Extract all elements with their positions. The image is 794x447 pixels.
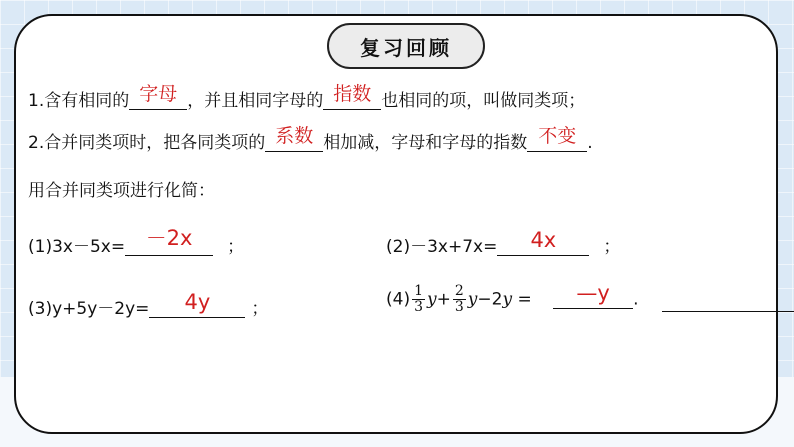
problem-3-expr: y+5y－2y=: [52, 299, 150, 319]
definition-line-1: [28, 83, 586, 111]
blank-3: [265, 125, 323, 152]
problem-4-label: (4): [386, 289, 411, 310]
problem-3: [28, 290, 269, 319]
problem-3-answer: 4y: [184, 290, 211, 314]
answer-3: 系数: [275, 125, 314, 147]
answer-2: 指数: [333, 83, 372, 105]
problem-2-label: (2): [386, 237, 411, 257]
blank-4: [527, 125, 587, 152]
answer-1: 字母: [139, 83, 178, 105]
line2-text-a: 2.合并同类项时，把各同类项的: [28, 133, 266, 153]
problem-1-expr: 3x－5x=: [52, 237, 126, 257]
fraction-1: [412, 284, 425, 315]
problem-4-answer: —y: [576, 280, 610, 305]
problem-1-blank: [125, 226, 213, 256]
extra-underline: [662, 311, 794, 312]
line1-text-c: 也相同的项，叫做同类项；: [381, 91, 586, 111]
definition-line-2: [28, 125, 593, 153]
line1-text-b: ，并且相同字母的: [187, 91, 324, 111]
problem-4-end: .: [633, 289, 639, 310]
title-badge: [327, 23, 485, 69]
problem-1: [28, 226, 245, 257]
problem-2-end: ；: [603, 237, 621, 257]
blank-2: [323, 83, 381, 110]
blank-1: [129, 83, 187, 110]
problem-3-label: (3): [28, 299, 53, 319]
problem-4: [386, 280, 639, 315]
problem-1-end: ；: [227, 237, 245, 257]
fraction-1-denominator: 3: [414, 299, 424, 315]
equals-sign: =: [512, 289, 538, 310]
problem-1-label: (1): [28, 237, 53, 257]
line2-text-c: .: [587, 133, 593, 153]
problem-2-blank: [497, 228, 589, 256]
variable-y-1: y: [427, 289, 437, 310]
problem-2: [386, 228, 621, 257]
minus-term: −2: [477, 289, 503, 310]
problem-1-answer: －2x: [145, 226, 193, 250]
fraction-1-numerator: 1: [414, 283, 424, 299]
problem-3-end: ；: [251, 299, 269, 319]
fraction-2-denominator: 3: [454, 299, 464, 315]
fraction-2-numerator: 2: [454, 283, 464, 299]
line1-text-a: 1.含有相同的: [28, 91, 130, 111]
fraction-2: [453, 284, 466, 315]
variable-y-3: y: [502, 289, 513, 310]
plus-sign: +: [436, 289, 451, 310]
answer-4: 不变: [538, 125, 577, 147]
problem-4-blank: [553, 280, 633, 309]
instruction-text: 用合并同类项进行化简：: [28, 181, 215, 201]
problem-2-answer: 4x: [530, 228, 557, 252]
problem-3-blank: [149, 290, 245, 318]
variable-y-2: y: [467, 289, 478, 310]
page-title: 复习回顾: [360, 35, 452, 60]
problem-2-expr: －3x+7x=: [410, 237, 498, 257]
line2-text-b: 相加减，字母和字母的指数: [323, 133, 528, 153]
